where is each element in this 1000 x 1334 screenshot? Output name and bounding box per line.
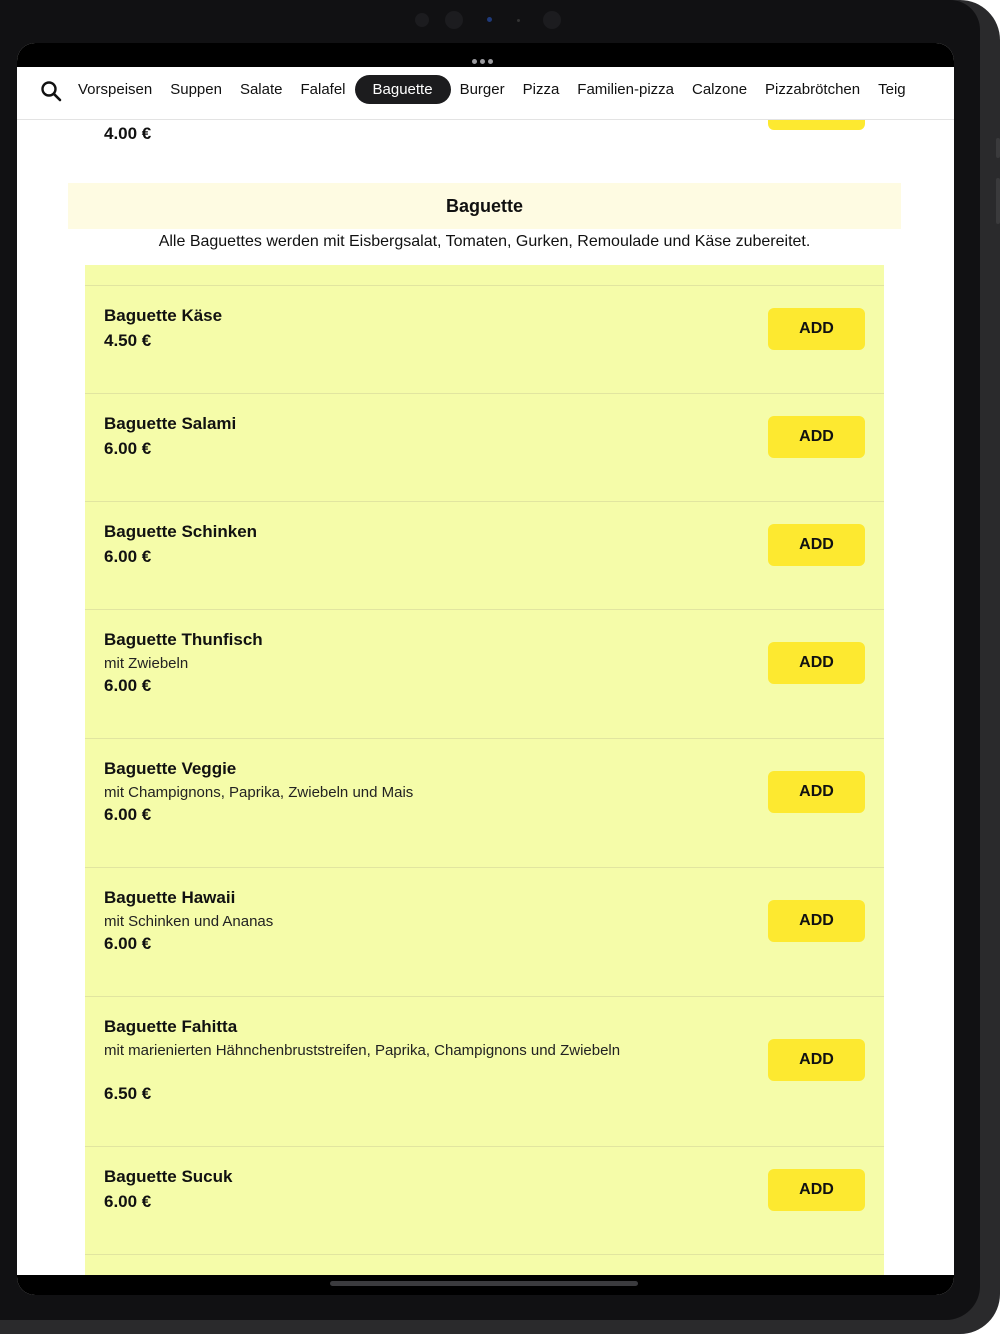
item-description: mit Champignons, Paprika, Zwiebeln und Mais xyxy=(104,784,414,801)
sensor-icon xyxy=(415,13,429,27)
tab-burger[interactable]: Burger xyxy=(459,80,505,98)
add-button[interactable]: ADD xyxy=(768,416,865,458)
add-button[interactable]: ADD xyxy=(768,1039,865,1081)
item-price: 6.00 € xyxy=(104,676,152,695)
item-price: 6.00 € xyxy=(104,439,152,458)
sensor-icon xyxy=(517,19,520,22)
tab-pizzabrötchen[interactable]: Pizzabrötchen xyxy=(765,80,861,98)
add-button[interactable]: ADD xyxy=(768,1169,865,1211)
side-button xyxy=(996,178,1000,224)
list-item xyxy=(85,393,884,502)
tab-baguette[interactable]: Baguette xyxy=(355,75,451,104)
tab-salate[interactable]: Salate xyxy=(239,80,283,98)
list-item xyxy=(85,738,884,868)
list-item xyxy=(85,996,884,1147)
side-button xyxy=(996,138,1000,158)
list-item xyxy=(85,1146,884,1255)
item-description: mit Zwiebeln xyxy=(104,655,189,672)
add-button[interactable]: ADD xyxy=(768,308,865,350)
item-description: mit marienierten Hähnchenbruststreifen, Paprika, Champignons und Zwiebeln xyxy=(104,1042,621,1059)
section-description: Alle Baguettes werden mit Eisbergsalat, Tomaten, Gurken, Remoulade und Käse zubereitet. xyxy=(158,233,811,250)
search-icon[interactable] xyxy=(39,79,65,105)
item-name: Baguette Fahitta xyxy=(104,1017,238,1036)
item-price: 6.50 € xyxy=(104,1084,152,1103)
list-item xyxy=(85,285,884,394)
menu-item-list xyxy=(85,265,884,1275)
tab-vorspeisen[interactable]: Vorspeisen xyxy=(78,80,153,98)
list-item xyxy=(85,1254,884,1275)
tab-calzone[interactable]: Calzone xyxy=(692,80,748,98)
previous-add-button[interactable] xyxy=(768,120,865,130)
item-name: Baguette Salami xyxy=(104,414,237,433)
item-name: Baguette Hawaii xyxy=(104,888,236,907)
sensor-icon xyxy=(487,17,492,22)
item-price: 6.00 € xyxy=(104,547,152,566)
list-item xyxy=(85,609,884,739)
item-name: Baguette Thunfisch xyxy=(104,630,263,649)
previous-item-price: 4.00 € xyxy=(104,124,152,143)
menu-content xyxy=(17,120,954,1275)
multitasking-dots[interactable] xyxy=(472,51,498,57)
item-description: mit Schinken und Ananas xyxy=(104,913,274,930)
home-indicator[interactable] xyxy=(330,1281,638,1286)
tab-familien-pizza[interactable]: Familien-pizza xyxy=(577,80,674,98)
tab-teig[interactable]: Teig xyxy=(878,80,906,98)
item-name: Baguette Veggie xyxy=(104,759,237,778)
camera-icon xyxy=(543,11,561,29)
tab-suppen[interactable]: Suppen xyxy=(170,80,222,98)
tab-falafel[interactable]: Falafel xyxy=(300,80,346,98)
app-screen xyxy=(17,43,954,1295)
add-button[interactable]: ADD xyxy=(768,900,865,942)
item-name: Baguette Käse xyxy=(104,306,223,325)
item-price: 6.00 € xyxy=(104,805,152,824)
item-name: Baguette Sucuk xyxy=(104,1167,233,1186)
camera-bar xyxy=(405,10,565,32)
add-button[interactable]: ADD xyxy=(768,524,865,566)
item-name: Baguette Schinken xyxy=(104,522,258,541)
category-tabs xyxy=(69,74,915,104)
item-price: 4.50 € xyxy=(104,331,152,350)
section-title: Baguette xyxy=(68,183,901,229)
list-item xyxy=(85,501,884,610)
category-nav xyxy=(17,67,954,120)
add-button[interactable]: ADD xyxy=(768,642,865,684)
status-bar xyxy=(17,43,954,67)
sensor-icon xyxy=(445,11,463,29)
tab-pizza[interactable]: Pizza xyxy=(522,80,560,98)
item-price: 6.00 € xyxy=(104,934,152,953)
add-button[interactable]: ADD xyxy=(768,771,865,813)
item-price: 6.00 € xyxy=(104,1192,152,1211)
list-item xyxy=(85,867,884,997)
